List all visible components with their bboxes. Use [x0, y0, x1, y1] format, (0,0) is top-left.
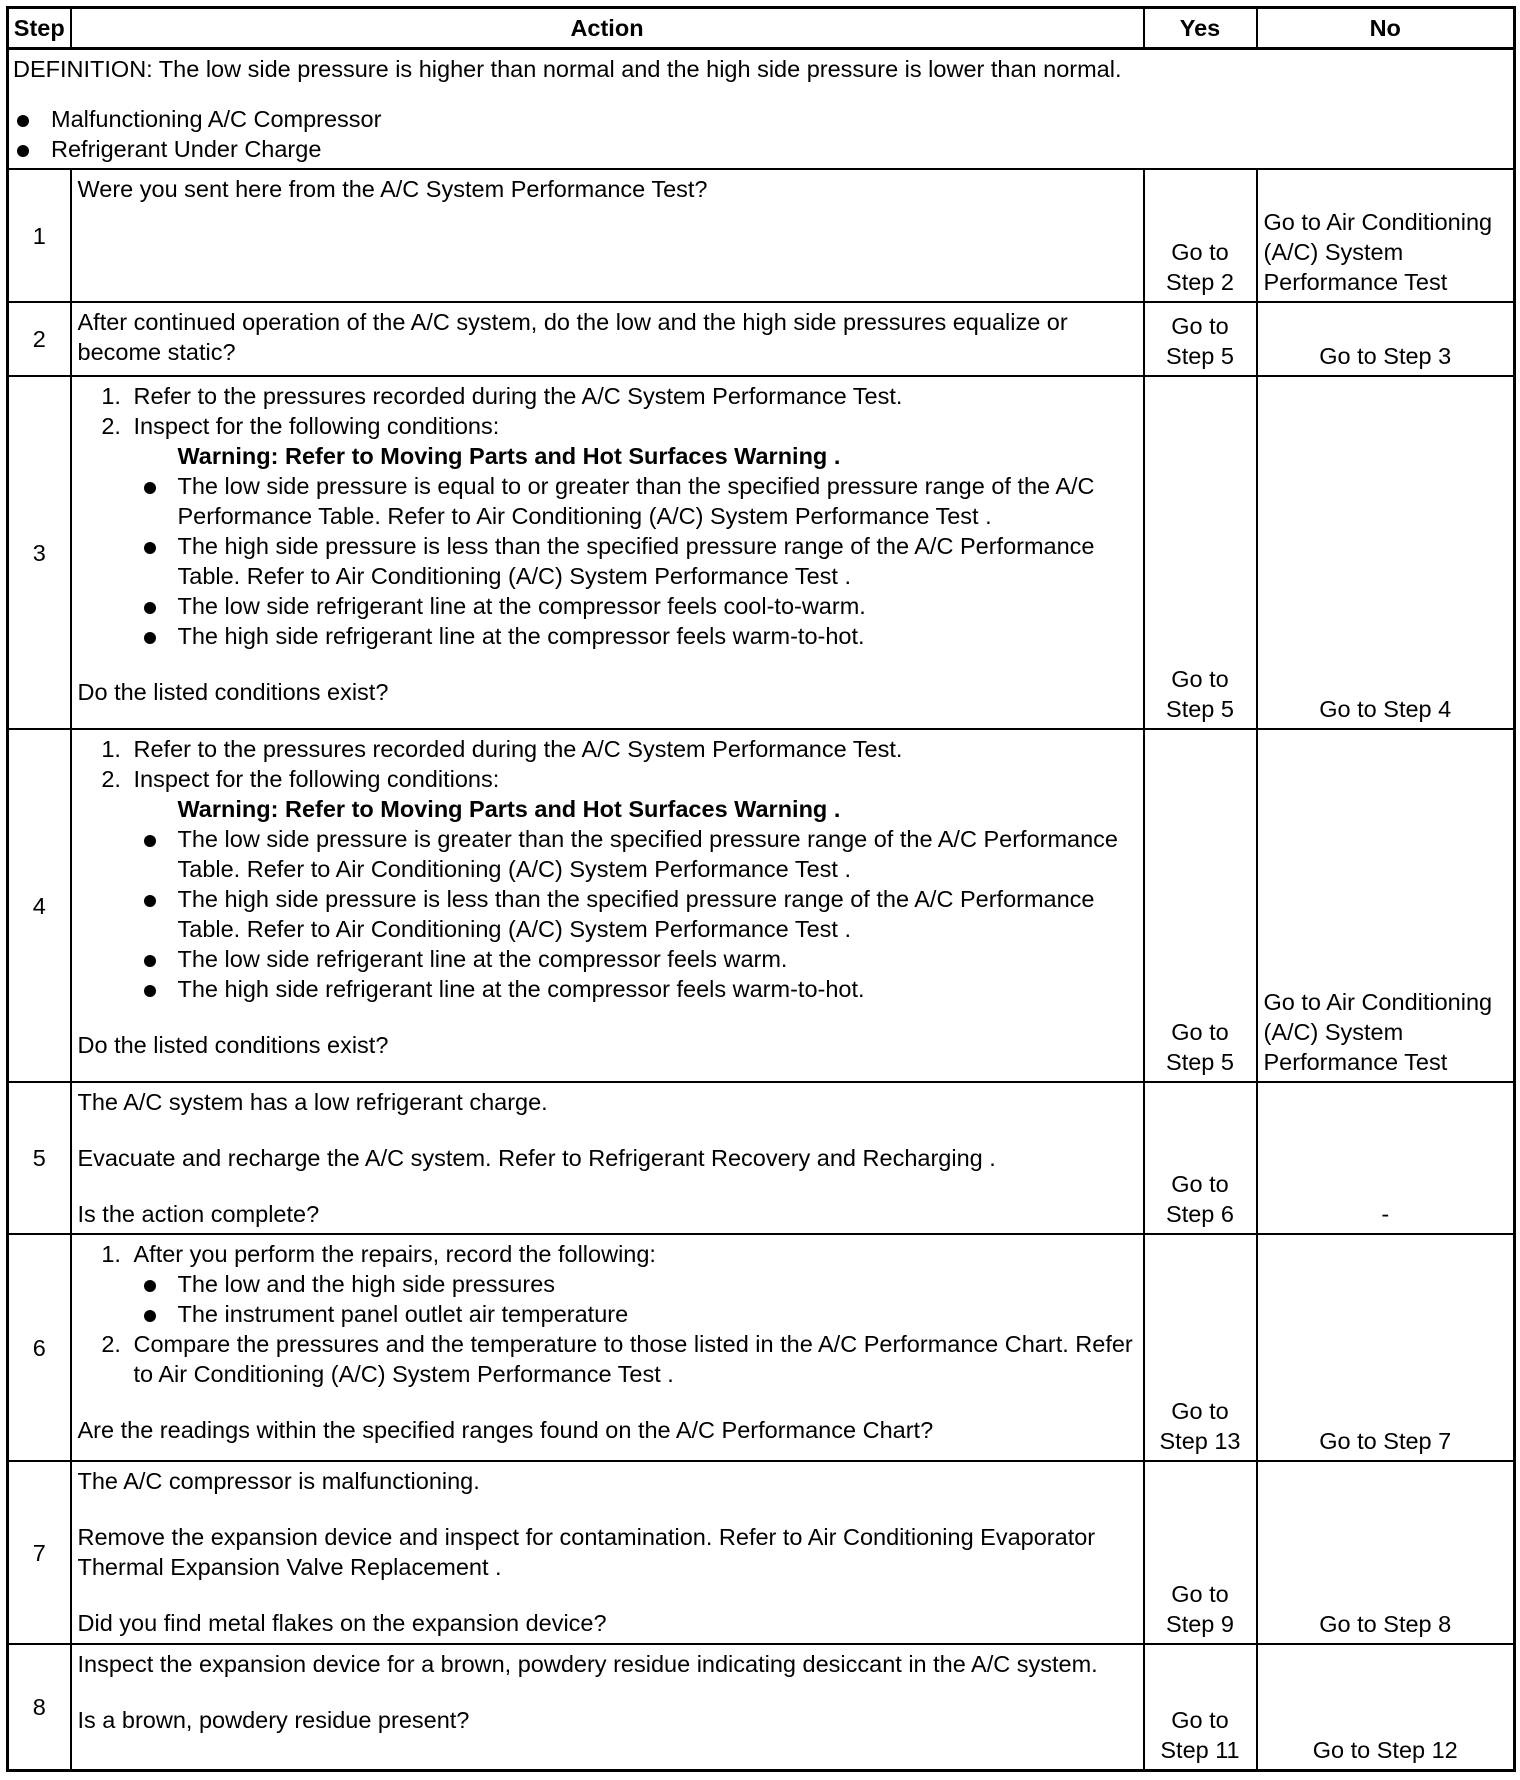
- instruction-text: Inspect the expansion device for a brown, powdery residue indicating desiccant in the A/C system.: [77, 1651, 1098, 1677]
- instruction-list: [78, 734, 1137, 1004]
- condition-item: The low side refrigerant line at the compressor feels warm.: [128, 944, 1137, 974]
- no-cell: -: [1257, 1082, 1515, 1234]
- action-cell: [71, 169, 1144, 302]
- instruction-item: 1. Refer to the pressures recorded during the A/C System Performance Test.: [128, 734, 1137, 764]
- diagnostic-table-sheet: [6, 6, 1513, 1772]
- instruction-item: [128, 411, 1137, 651]
- step-row-5: [8, 1082, 1515, 1234]
- warning-text: Warning: Refer to Moving Parts and Hot Surfaces Warning .: [177, 796, 841, 822]
- step-number: 4: [8, 729, 71, 1082]
- no-cell: Go to Air Conditioning (A/C) System Performance Test: [1257, 729, 1515, 1082]
- question-text: Is a brown, powdery residue present?: [77, 1707, 470, 1733]
- definition-text: DEFINITION: The low side pressure is higher than normal and the high side pressure is lower than normal.: [13, 56, 1122, 82]
- cause-item: Refrigerant Under Charge: [1, 134, 1509, 164]
- action-cell: [71, 376, 1144, 729]
- instruction-list: [78, 381, 1137, 651]
- step-row-4: [8, 729, 1515, 1082]
- record-item: The low and the high side pressures: [128, 1269, 1137, 1299]
- question-text: Is the action complete?: [77, 1201, 320, 1227]
- instruction-item: [128, 1239, 1137, 1329]
- condition-item: The high side refrigerant line at the compressor feels warm-to-hot.: [128, 974, 1137, 1004]
- yes-cell: Go to Step 9: [1144, 1461, 1257, 1644]
- instruction-text: Evacuate and recharge the A/C system. Refer to Refrigerant Recovery and Recharging .: [77, 1145, 996, 1171]
- step-row-1: [8, 169, 1515, 302]
- no-cell: Go to Step 7: [1257, 1234, 1515, 1461]
- condition-item: The high side pressure is less than the specified pressure range of the A/C Performance Table. Refer to Air Conditioning (A/C) System Performance Test .: [128, 531, 1137, 591]
- step-number: 5: [8, 1082, 71, 1234]
- instruction-list: [78, 1239, 1137, 1389]
- step-number: 3: [8, 376, 71, 729]
- header-step: Step: [8, 8, 71, 49]
- step-row-6: [8, 1234, 1515, 1461]
- no-cell: Go to Air Conditioning (A/C) System Performance Test: [1257, 169, 1515, 302]
- action-cell: [71, 1461, 1144, 1644]
- action-cell: [71, 302, 1144, 376]
- action-cell: [71, 1644, 1144, 1770]
- instruction-text: Remove the expansion device and inspect for contamination. Refer to Air Conditioning Evaporator Thermal Expansion Valve Replacement .: [77, 1524, 1096, 1580]
- no-cell: Go to Step 3: [1257, 302, 1515, 376]
- header-yes: Yes: [1144, 8, 1257, 49]
- header-row: [8, 8, 1515, 49]
- condition-item: The low side pressure is equal to or greater than the specified pressure range of the A/C Performance Table. Refer to Air Conditioning (A/C) System Performance Test .: [128, 471, 1137, 531]
- condition-item: The high side pressure is less than the specified pressure range of the A/C Performance Table. Refer to Air Conditioning (A/C) System Performance Test .: [128, 884, 1137, 944]
- instruction-item: [128, 764, 1137, 1004]
- instruction-text: After you perform the repairs, record the following:: [133, 1241, 656, 1267]
- step-number: 7: [8, 1461, 71, 1644]
- conditions-list: [128, 824, 1137, 1004]
- yes-cell: Go to Step 5: [1144, 729, 1257, 1082]
- step-row-7: [8, 1461, 1515, 1644]
- instruction-text: Inspect for the following conditions:: [133, 766, 500, 792]
- step-number: 6: [8, 1234, 71, 1461]
- diagnostic-table: [6, 6, 1516, 1772]
- definition-cell: [8, 49, 1515, 170]
- question-text: Were you sent here from the A/C System Performance Test?: [77, 176, 708, 202]
- step-row-3: [8, 376, 1515, 729]
- statement-text: The A/C compressor is malfunctioning.: [77, 1468, 480, 1494]
- warning-text: Warning: Refer to Moving Parts and Hot Surfaces Warning .: [177, 443, 841, 469]
- definition-row: [8, 49, 1515, 170]
- question-text: After continued operation of the A/C system, do the low and the high side pressures equalize or become static?: [77, 309, 1068, 365]
- question-text: Do the listed conditions exist?: [77, 679, 389, 705]
- yes-cell: Go to Step 11: [1144, 1644, 1257, 1770]
- yes-cell: Go to Step 2: [1144, 169, 1257, 302]
- record-list: [128, 1269, 1137, 1329]
- step-number: 1: [8, 169, 71, 302]
- condition-item: The low side pressure is greater than the specified pressure range of the A/C Performance Table. Refer to Air Conditioning (A/C) System Performance Test .: [128, 824, 1137, 884]
- no-cell: Go to Step 4: [1257, 376, 1515, 729]
- step-row-8: [8, 1644, 1515, 1770]
- condition-item: The high side refrigerant line at the compressor feels warm-to-hot.: [128, 621, 1137, 651]
- step-row-2: [8, 302, 1515, 376]
- causes-list: [1, 104, 1509, 164]
- yes-cell: Go to Step 13: [1144, 1234, 1257, 1461]
- cause-item: Malfunctioning A/C Compressor: [1, 104, 1509, 134]
- action-cell: [71, 729, 1144, 1082]
- instruction-item: 1. Refer to the pressures recorded during the A/C System Performance Test.: [128, 381, 1137, 411]
- header-action: Action: [71, 8, 1144, 49]
- no-cell: Go to Step 8: [1257, 1461, 1515, 1644]
- question-text: Do the listed conditions exist?: [77, 1032, 389, 1058]
- header-no: No: [1257, 8, 1515, 49]
- step-number: 8: [8, 1644, 71, 1770]
- instruction-item: 2. Compare the pressures and the temperature to those listed in the A/C Performance Chart. Refer to Air Conditioning (A/C) System Performance Test .: [128, 1329, 1137, 1389]
- step-number: 2: [8, 302, 71, 376]
- conditions-list: [128, 471, 1137, 651]
- question-text: Did you find metal flakes on the expansion device?: [77, 1610, 607, 1636]
- yes-cell: Go to Step 5: [1144, 376, 1257, 729]
- instruction-text: Inspect for the following conditions:: [133, 413, 500, 439]
- record-item: The instrument panel outlet air temperature: [128, 1299, 1137, 1329]
- action-cell: [71, 1082, 1144, 1234]
- no-cell: Go to Step 12: [1257, 1644, 1515, 1770]
- condition-item: The low side refrigerant line at the compressor feels cool-to-warm.: [128, 591, 1137, 621]
- action-cell: [71, 1234, 1144, 1461]
- yes-cell: Go to Step 6: [1144, 1082, 1257, 1234]
- statement-text: The A/C system has a low refrigerant charge.: [77, 1089, 548, 1115]
- question-text: Are the readings within the specified ranges found on the A/C Performance Chart?: [77, 1417, 934, 1443]
- yes-cell: Go to Step 5: [1144, 302, 1257, 376]
